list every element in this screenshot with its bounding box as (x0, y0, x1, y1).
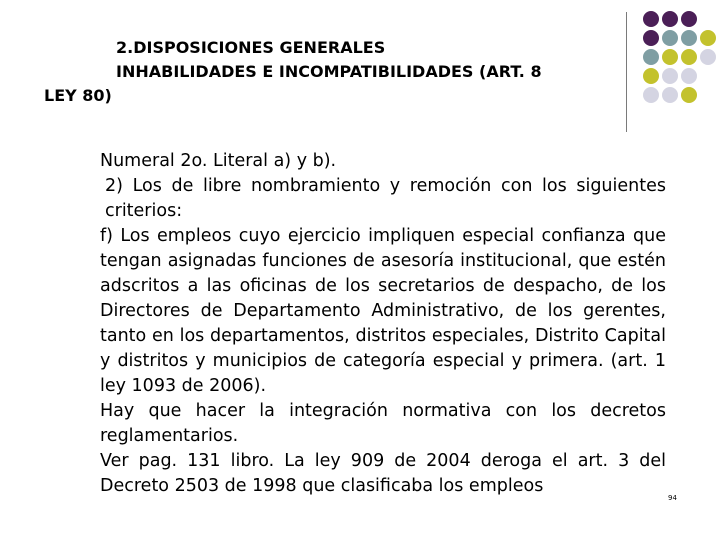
dot-teal (643, 49, 659, 65)
dot-olive (662, 49, 678, 65)
dot-purple (643, 11, 659, 27)
body-item-f: f) Los empleos cuyo ejercicio impliquen especial confianza que tengan asignadas funciones de asesoría institucional, que estén adscritos a las oficinas de los secretarios de despacho, de los Directores de Departamento Administrativo, de los gerentes, tanto en los departamentos, distritos especiales, Distrito Capital y distritos y municipios de categoría especial y primera. (art. 1 ley 1093 de 2006). (100, 226, 666, 396)
dot-purple (662, 11, 678, 27)
body-item-2: 2) Los de libre nombramiento y remoción con los siguientes criterios: (105, 176, 666, 221)
page-number: 94 (668, 494, 677, 502)
dot-olive (643, 68, 659, 84)
title-line-2: INHABILIDADES E INCOMPATIBILIDADES (ART. 8 (116, 62, 542, 81)
body-integration: Hay que hacer la integración normativa con los decretos reglamentarios. (100, 401, 666, 446)
dot-lavender (700, 49, 716, 65)
body-reference: Ver pag. 131 libro. La ley 909 de 2004 deroga el art. 3 del Decreto 2503 de 1998 que clasificaba los empleos (100, 451, 666, 496)
dot-purple (681, 11, 697, 27)
slide-title (44, 36, 624, 108)
dot-lavender (643, 87, 659, 103)
title-line-3: LEY 80) (44, 86, 112, 105)
dot-olive (681, 87, 697, 103)
dot-teal (681, 30, 697, 46)
title-line-1: 2.DISPOSICIONES GENERALES (116, 38, 386, 57)
dot-purple (643, 30, 659, 46)
dot-teal (662, 30, 678, 46)
decorative-dot-grid (641, 10, 720, 138)
dot-lavender (662, 68, 678, 84)
dot-lavender (662, 87, 678, 103)
body-heading: Numeral 2o. Literal a) y b). (100, 151, 337, 171)
dot-olive (681, 49, 697, 65)
slide-body (100, 149, 666, 499)
dot-lavender (681, 68, 697, 84)
title-divider (626, 12, 627, 132)
dot-olive (700, 30, 716, 46)
